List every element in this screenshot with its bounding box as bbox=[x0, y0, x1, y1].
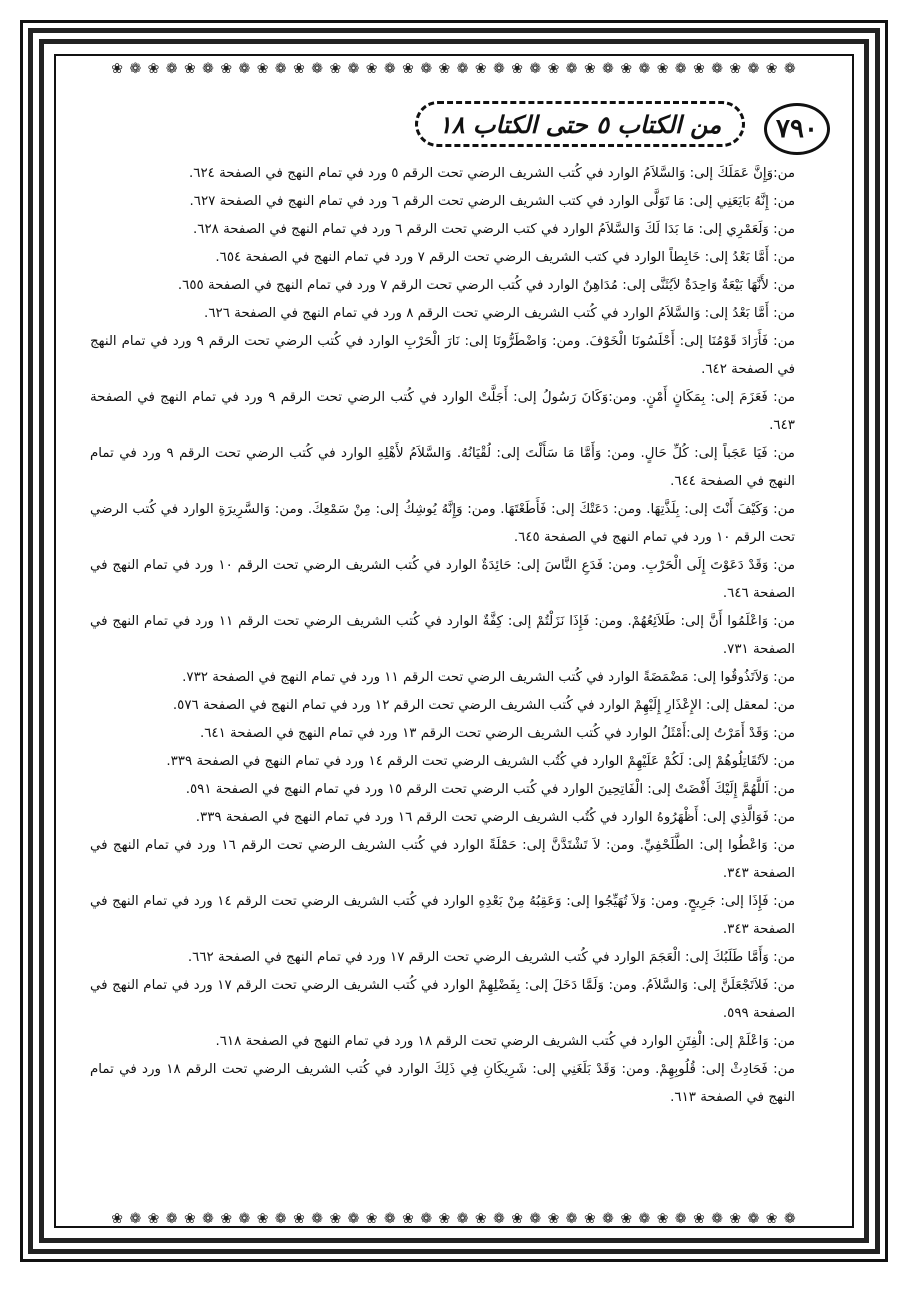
index-entry: من: فَحَادِثْ إلى: قُلُوبِهِمْ. ومن: وَقَدْ بَلَغَنِي إلى: شَرِيكَانِ فِي ذَلِكَ الوارد في كُتب الشريف الرضي تحت الرقم ١٨ ورد في تمام النهج في الصفحة ٦١٣. bbox=[90, 1062, 795, 1105]
index-entry: من: لأَنَّهَا بَيْعَةٌ وَاحِدَةٌ لاَيُثَنَّى إلى: مُدَاهِنٌ الوارد في كُتب الرضي تحت الرقم ٧ ورد في تمام النهج في الصفحة ٦٥٥. bbox=[177, 278, 795, 293]
index-entry: من: وَلاَتَذُوقُوا إلى: مَضْمَضَةً الوارد في كُتب الشريف الرضي تحت الرقم ١١ ورد في تمام النهج في الصفحة ٧٣٢. bbox=[182, 670, 795, 685]
ornament-top: ❀ ❁ ❀ ❁ ❀ ❁ ❀ ❁ ❀ ❁ ❀ ❁ ❀ ❁ ❀ ❁ ❀ ❁ ❀ ❁ ❀ ❁ ❀ ❁ ❀ ❁ ❀ ❁ ❀ ❁ ❀ ❁ ❀ ❁ ❀ ❁ ❀ ❁ bbox=[111, 62, 797, 76]
index-entry: من: وَاعْلَمْ إلى: الْفِتَنِ الوارد في كُتب الشريف الرضي تحت الرقم ١٨ ورد في تمام النهج في الصفحة ٦١٨. bbox=[215, 1034, 795, 1049]
index-entry: من: فَيَا عَجَباً إلى: كُلِّ حَالٍ. ومن: وَأَمَّا مَا سَأَلْتَ إلى: لُقْيَانُهُ. وَالسَّلاَمُ لأَهْلِهِ الوارد في كُتب الرضي تحت الرقم ٩ ورد في تمام النهج في الصفحة ٦٤٤. bbox=[90, 446, 795, 489]
index-entry: من: فَلاَتَجْعَلَنَّ إلى: وَالسَّلاَمُ. ومن: وَلَمَّا دَخَلَ إلى: بِفَضْلِهِمْ الوارد في كُتب الشريف الرضي تحت الرقم ١٧ ورد في تمام النهج في الصفحة ٥٩٩. bbox=[90, 978, 795, 1021]
index-entry: من: أَمَّا بَعْدُ إلى: خَابِطاً الوارد في كتب الشريف الرضي تحت الرقم ٧ ورد في تمام النهج في الصفحة ٦٥٤. bbox=[215, 250, 795, 265]
index-entry: من: إِنَّهُ بَايَعَنِي إلى: مَا تَوَلَّى الوارد في كتب الشريف الرضي تحت الرقم ٦ ورد في تمام النهج في الصفحة ٦٢٧. bbox=[189, 194, 795, 209]
page-title: من الكتاب ٥ حتى الكتاب ١٨ bbox=[415, 101, 745, 147]
index-entry: من: اَللَّهُمَّ إِلَيْكَ أَفْضَتْ إلى: الْفَاتِحِينَ الوارد في كُتب الرضي تحت الرقم ١٥ ورد في تمام النهج في الصفحة ٥٩١. bbox=[185, 782, 795, 797]
index-entries bbox=[90, 160, 795, 1112]
index-entry: من: وَلَعَمْرِي إلى: مَا بَدَا لَكَ وَالسَّلاَمُ الوارد في كتب الرضي تحت الرقم ٦ ورد في تمام النهج في الصفحة ٦٢٨. bbox=[193, 222, 795, 237]
index-entry: من:وَإِنَّ عَمَلَكَ إلى: وَالسَّلاَمُ الوارد في كُتب الشريف الرضي تحت الرقم ٥ ورد في تمام النهج في الصفحة ٦٢٤. bbox=[189, 166, 795, 181]
index-entry: من: وَكَيْفَ أَنْتَ إلى: بِلَذَّتِهَا. ومن: دَعَتْكَ إلى: فَأَطَعْتَهَا. ومن: وَإِنَّهُ يُوشِكُ إلى: مِنْ سَمْعِكَ. ومن: وَالسَّرِيرَةِ الوارد في كُتب الرضي تحت الرقم ١٠ ورد في تمام النهج في الصفحة ٦٤٥. bbox=[90, 502, 795, 545]
index-entry: من: وَقَدْ دَعَوْتَ إِلَى الْحَرْبِ. ومن: فَدَعِ النَّاسَ إلى: حَائِدَةٌ الوارد في كُتب الشريف الرضي تحت الرقم ١٠ ورد في تمام النهج في الصفحة ٦٤٦. bbox=[90, 558, 795, 601]
index-entry: من: فَوَالَّذِي إلى: أَظْهَرُوهُ الوارد في كُتُب الشريف الرضي تحت الرقم ١٦ ورد في تمام النهج في الصفحة ٣٣٩. bbox=[195, 810, 795, 825]
page-number-badge: ٧٩٠ bbox=[764, 103, 830, 155]
index-entry: من: أَمَّا بَعْدُ إلى: وَالسَّلاَمُ الوارد في كُتب الشريف الرضي تحت الرقم ٨ ورد في تمام النهج في الصفحة ٦٢٦. bbox=[204, 306, 795, 321]
index-entry: من: فَأَرَادَ قَوْمُنَا إلى: أَحْلَسُونَا الْخَوْفَ. ومن: وَاضْطَرُّونَا إلى: نَارَ الْحَرْبِ الوارد في كُتب الرضي تحت الرقم ٩ ورد في تمام النهج في الصفحة ٦٤٢. bbox=[90, 334, 795, 377]
index-entry: من: وَاعْطُوا إلى: الطَّلَحْفِيِّ. ومن: لاَ تَشْتَدَّنَّ إلى: حَمْلَةً الوارد في كُتب الشريف الرضي تحت الرقم ١٦ ورد في تمام النهج في الصفحة ٣٤٣. bbox=[90, 838, 795, 881]
index-entry: من: وَاعْلَمُوا أَنَّ إلى: طَلاَئِعُهُمْ. ومن: فَإِذَا نَزَلْتُمْ إلى: كِفَّةٌ الوارد في كُتب الشريف الرضي تحت الرقم ١١ ورد في تمام النهج في الصفحة ٧٣١. bbox=[90, 614, 795, 657]
index-entry: من: وَأَمَّا طَلَبُكَ إلى: الْعَجَمَ الوارد في كُتب الشريف الرضي تحت الرقم ١٧ ورد في تمام النهج في الصفحة ٦٦٢. bbox=[187, 950, 795, 965]
index-entry: من: لمعقل إلى: الإِعْذَارِ إِلَيْهِمْ الوارد في كُتب الشريف الرضي تحت الرقم ١٢ ورد في تمام النهج في الصفحة ٥٧٦. bbox=[172, 698, 795, 713]
ornament-bottom: ❀ ❁ ❀ ❁ ❀ ❁ ❀ ❁ ❀ ❁ ❀ ❁ ❀ ❁ ❀ ❁ ❀ ❁ ❀ ❁ ❀ ❁ ❀ ❁ ❀ ❁ ❀ ❁ ❀ ❁ ❀ ❁ ❀ ❁ ❀ ❁ ❀ ❁ bbox=[111, 1212, 797, 1226]
page-header bbox=[60, 95, 840, 157]
index-entry: من: فَإِذَا إلى: جَرِيحٍ. ومن: وَلاَ تُهَيِّجُوا إلى: وَعَقِبُهُ مِنْ بَعْدِهِ الوارد في كُتب الشريف الرضي تحت الرقم ١٤ ورد في تمام النهج في الصفحة ٣٤٣. bbox=[90, 894, 795, 937]
index-entry: من: فَعَزَمَ إلى: بِمَكَانٍ أَمْنٍ. ومن:وَكَانَ رَسُولُ إلى: أَجَلَّتْ الوارد في كُتب الرضي تحت الرقم ٩ ورد في تمام النهج في الصفحة ٦٤٣. bbox=[90, 390, 795, 433]
index-entry: من: لاَتُقَاتِلُوهُمْ إلى: لَكُمْ عَلَيْهِمْ الوارد في كُتُب الشريف الرضي تحت الرقم ١٤ ورد في تمام النهج في الصفحة ٣٣٩. bbox=[166, 754, 795, 769]
index-entry: من: وَقَدْ أَمَرْتُ إلى:أَمْثَلُ الوارد في كُتب الشريف الرضي تحت الرقم ١٣ ورد في تمام النهج في الصفحة ٦٤١. bbox=[199, 726, 795, 741]
